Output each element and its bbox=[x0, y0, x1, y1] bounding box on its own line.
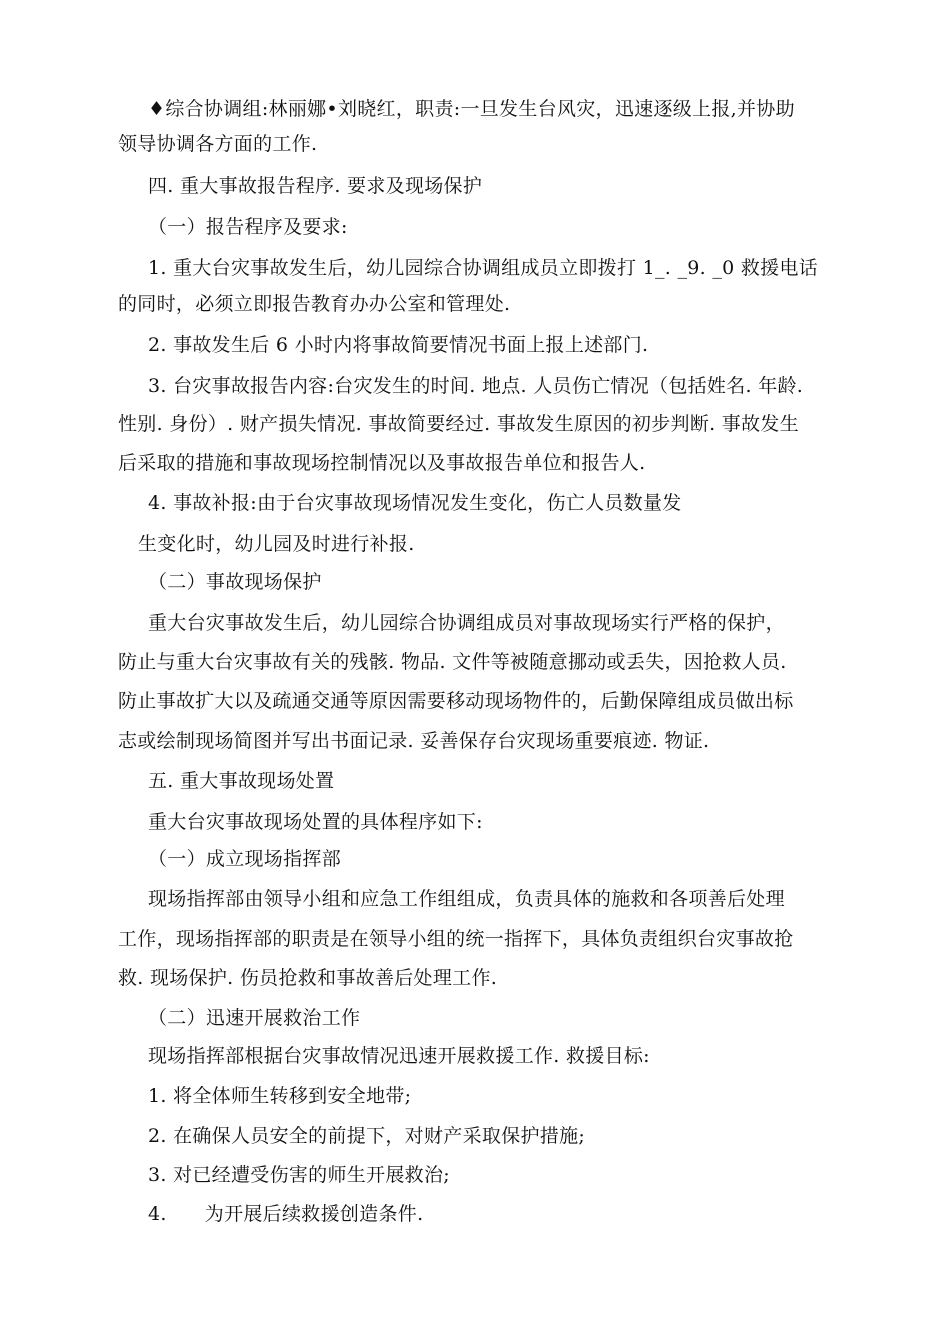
text-line: 后采取的措施和事故现场控制情况以及事故报告单位和报告人. bbox=[118, 452, 646, 474]
text-line: ♦综合协调组:林丽娜•刘晓红，职责:一旦发生台风灾，迅速逐级上报,并协助 bbox=[148, 98, 795, 120]
subsection-heading: （二）事故现场保护 bbox=[148, 571, 322, 593]
text-line: 4. 事故补报:由于台灾事故现场情况发生变化，伤亡人员数量发 bbox=[148, 492, 682, 514]
section-heading: 四. 重大事故报告程序. 要求及现场保护 bbox=[148, 175, 483, 197]
text-line: 现场指挥部由领导小组和应急工作组组成，负责具体的施救和各项善后处理 bbox=[148, 888, 785, 910]
text-line: 志或绘制现场简图并写出书面记录. 妥善保存台灾现场重要痕迹. 物证. bbox=[118, 730, 710, 752]
text-line: 防止与重大台灾事故有关的残骸. 物品. 文件等被随意挪动或丢失，因抢救人员. bbox=[118, 651, 787, 673]
text-line: 现场指挥部根据台灾事故情况迅速开展救援工作. 救援目标: bbox=[148, 1045, 650, 1067]
subsection-heading: （二）迅速开展救治工作 bbox=[148, 1007, 361, 1029]
text-line: 1. 重大台灾事故发生后，幼儿园综合协调组成员立即拨打 1_. _9. _0 救援电话 bbox=[148, 257, 819, 279]
text-line: 3. 台灾事故报告内容:台灾发生的时间. 地点. 人员伤亡情况（包括姓名. 年龄. bbox=[148, 375, 804, 397]
list-item: 3. 对已经遭受伤害的师生开展救治; bbox=[148, 1164, 450, 1186]
text-line: 2. 事故发生后 6 小时内将事故简要情况书面上报上述部门. bbox=[148, 334, 649, 356]
list-item: 1. 将全体师生转移到安全地带; bbox=[148, 1085, 412, 1107]
text-line: 的同时，必须立即报告教育办办公室和管理处. bbox=[118, 293, 511, 315]
list-item: 2. 在确保人员安全的前提下，对财产采取保护措施; bbox=[148, 1125, 586, 1147]
subsection-heading: （一）报告程序及要求: bbox=[148, 216, 348, 238]
list-item: 4. 为开展后续救援创造条件. bbox=[148, 1203, 424, 1225]
text-line: 性别. 身份）. 财产损失情况. 事故简要经过. 事故发生原因的初步判断. 事故发生 bbox=[118, 413, 799, 435]
subsection-heading: （一）成立现场指挥部 bbox=[148, 848, 342, 870]
text-line: 救. 现场保护. 伤员抢救和事故善后处理工作. bbox=[118, 967, 498, 989]
text-line: 工作，现场指挥部的职责是在领导小组的统一指挥下，具体负责组织台灾事故抢 bbox=[118, 928, 794, 950]
text-line: 生变化时，幼儿园及时进行补报. bbox=[138, 533, 415, 555]
text-line: 领导协调各方面的工作. bbox=[118, 133, 318, 155]
section-heading: 五. 重大事故现场处置 bbox=[148, 770, 335, 792]
text-line: 重大台灾事故现场处置的具体程序如下: bbox=[148, 811, 483, 833]
text-line: 防止事故扩大以及疏通交通等原因需要移动现场物件的，后勤保障组成员做出标 bbox=[118, 690, 794, 712]
text-line: 重大台灾事故发生后，幼儿园综合协调组成员对事故现场实行严格的保护， bbox=[148, 612, 785, 634]
